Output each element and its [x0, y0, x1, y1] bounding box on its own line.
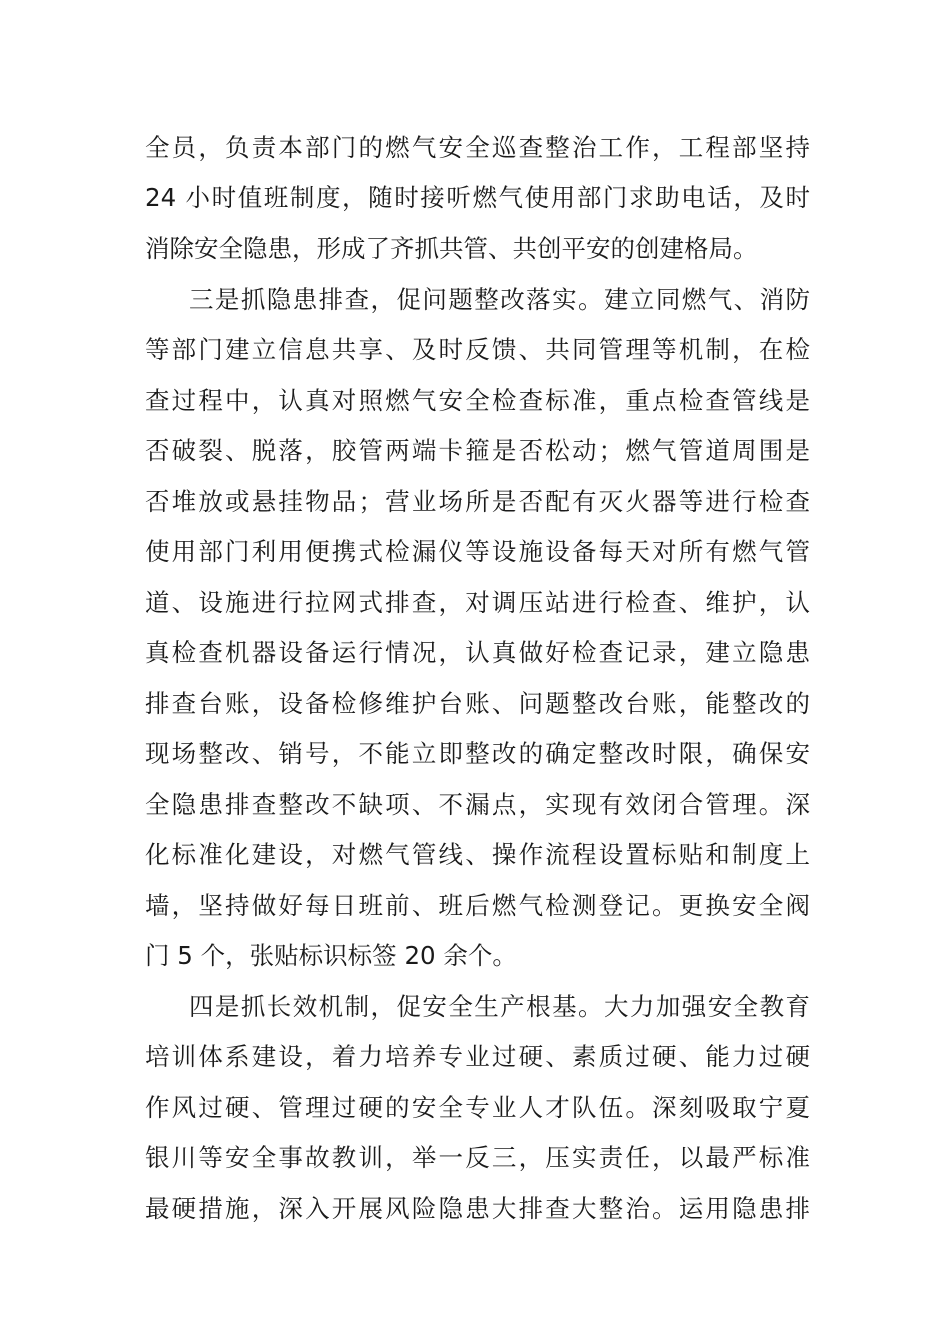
text-line: 银川等安全事故教训，举一反三，压实责任，以最严标准 [145, 1143, 810, 1172]
text-line: 最硬措施，深入开展风险隐患大排查大整治。运用隐患排 [145, 1194, 810, 1223]
text-line: 排查台账，设备检修维护台账、问题整改台账，能整改的 [145, 689, 810, 718]
text-line: 真检查机器设备运行情况，认真做好检查记录，建立隐患 [145, 638, 810, 667]
text-line: 全员，负责本部门的燃气安全巡查整治工作，工程部坚持 [145, 133, 810, 162]
text-line: 查过程中，认真对照燃气安全检查标准，重点检查管线是 [145, 386, 810, 415]
text-line: 否堆放或悬挂物品；营业场所是否配有灭火器等进行检查 [145, 487, 810, 516]
text-line: 门 5 个，张贴标识标签 20 余个。 [145, 941, 517, 970]
paragraph-start-line: 四是抓长效机制，促安全生产根基。大力加强安全教育 [189, 992, 810, 1021]
text-line: 墙，坚持做好每日班前、班后燃气检测登记。更换安全阀 [145, 891, 810, 920]
text-line: 道、设施进行拉网式排查，对调压站进行检查、维护，认 [145, 588, 810, 617]
text-line: 消除安全隐患，形成了齐抓共管、共创平安的创建格局。 [145, 234, 758, 263]
text-line: 24 小时值班制度，随时接听燃气使用部门求助电话，及时 [145, 183, 810, 212]
text-line: 现场整改、销号，不能立即整改的确定整改时限，确保安 [145, 739, 810, 768]
text-line: 作风过硬、管理过硬的安全专业人才队伍。深刻吸取宁夏 [145, 1093, 810, 1122]
text-line: 否破裂、脱落，胶管两端卡箍是否松动；燃气管道周围是 [145, 436, 810, 465]
paragraph-start-line: 三是抓隐患排查，促问题整改落实。建立同燃气、消防 [189, 285, 810, 314]
text-line: 全隐患排查整改不缺项、不漏点，实现有效闭合管理。深 [145, 790, 810, 819]
text-line: 化标准化建设，对燃气管线、操作流程设置标贴和制度上 [145, 840, 810, 869]
text-line: 培训体系建设，着力培养专业过硬、素质过硬、能力过硬 [145, 1042, 810, 1071]
text-line: 等部门建立信息共享、及时反馈、共同管理等机制，在检 [145, 335, 810, 364]
text-line: 使用部门利用便携式检漏仪等设施设备每天对所有燃气管 [145, 537, 810, 566]
